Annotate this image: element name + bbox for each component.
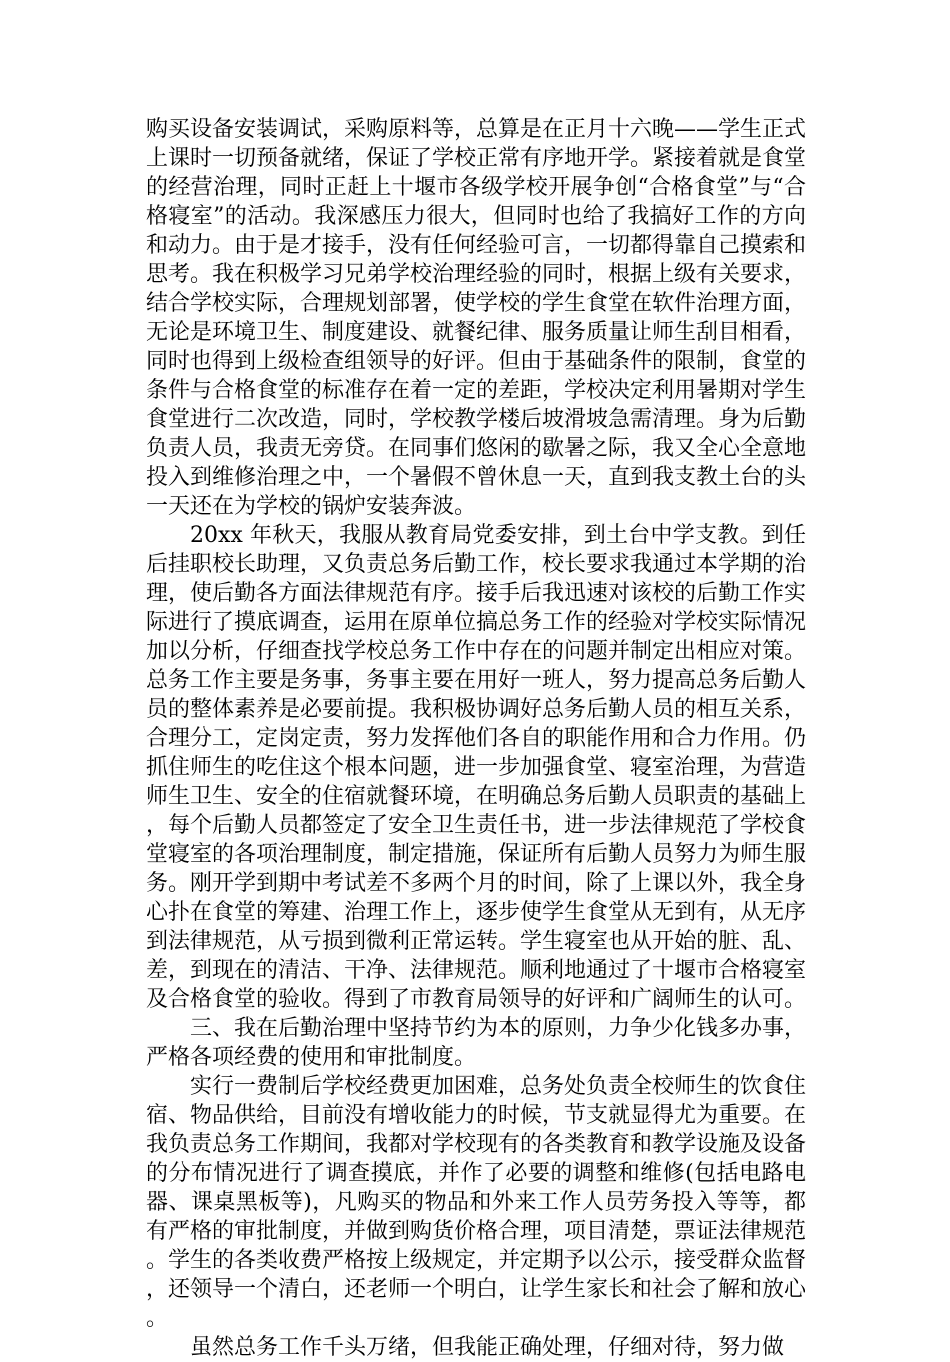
paragraph-5: 虽然总务工作千头万绪，但我能正确处理，仔细对待，努力做	[190, 1335, 785, 1360]
paragraph-3: 三、我在后勤治理中坚持节约为本的原则，力争少化钱多办事，严格各项经费的使用和审批制度。	[146, 1016, 807, 1070]
paragraph-2: 20xx 年秋天，我服从教育局党委安排，到土台中学支教。到任后挂职校长助理，又负责总务后勤工作，校长要求我通过本学期的治理，使后勤各方面法律规范有序。接手后我迅速对该校的后勤工作实际进行了摸底调查，运用在原单位搞总务工作的经验对学校实际情况加以分析，仔细查找学校总务工作中存在的问题并制定出相应对策。总务工作主要是务事，务事主要在用好一班人，努力提高总务后勤人员的整体素养是必要前提。我积极协调好总务后勤人员的相互关系，合理分工，定岗定责，努力发挥他们各自的职能作用和合力作用。仍抓住师生的吃住这个根本问题，进一步加强食堂、寝室治理，为营造师生卫生、安全的住宿就餐环境，在明确总务后勤人员职责的基础上，每个后勤人员都签定了安全卫生责任书，进一步法律规范了学校食堂寝室的各项治理制度，制定措施，保证所有后勤人员努力为师生服务。刚开学到期中考试差不多两个月的时间，除了上课以外，我全身心扑在食堂的筹建、治理工作上，逐步使学生食堂从无到有，从无序到法律规范，从亏损到微利正常运转。学生寝室也从开始的脏、乱、差，到现在的清洁、干净、法律规范。顺利地通过了十堰市合格寝室及合格食堂的验收。得到了市教育局领导的好评和广阔师生的认可。	[146, 523, 807, 1012]
document-body	[146, 115, 806, 1362]
paragraph-1: 购买设备安装调试，采购原料等，总算是在正月十六晚——学生正式上课时一切预备就绪，保证了学校正常有序地开学。紧接着就是食堂的经营治理，同时正赶上十堰市各级学校开展争创“合格食堂”与“合格寝室”的活动。我深感压力很大，但同时也给了我搞好工作的方向和动力。由于是才接手，没有任何经验可言，一切都得靠自己摸索和思考。我在积极学习兄弟学校治理经验的同时，根据上级有关要求，结合学校实际，合理规划部署，使学校的学生食堂在软件治理方面，无论是环境卫生、制度建设、就餐纪律、服务质量让师生刮目相看，同时也得到上级检查组领导的好评。但由于基础条件的限制，食堂的条件与合格食堂的标准存在着一定的差距，学校决定利用暑期对学生食堂进行二次改造，同时，学校教学楼后坡滑坡急需清理。身为后勤负责人员，我责无旁贷。在同事们悠闲的歇暑之际，我又全心全意地投入到维修治理之中，一个暑假不曾休息一天，直到我支教土台的头一天还在为学校的锅炉安装奔波。	[146, 117, 807, 519]
paragraph-4: 实行一费制后学校经费更加困难，总务处负责全校师生的饮食住宿、物品供给，目前没有增收能力的时候，节支就显得尤为重要。在我负责总务工作期间，我都对学校现有的各类教育和教学设施及设备的分布情况进行了调查摸底，并作了必要的调整和维修(包括电路电器、课桌黑板等)，凡购买的物品和外来工作人员劳务投入等等，都有严格的审批制度，并做到购货价格合理，项目清楚，票证法律规范。学生的各类收费严格按上级规定，并定期予以公示，接受群众监督，还领导一个清白，还老师一个明白，让学生家长和社会了解和放心。	[146, 1074, 807, 1331]
